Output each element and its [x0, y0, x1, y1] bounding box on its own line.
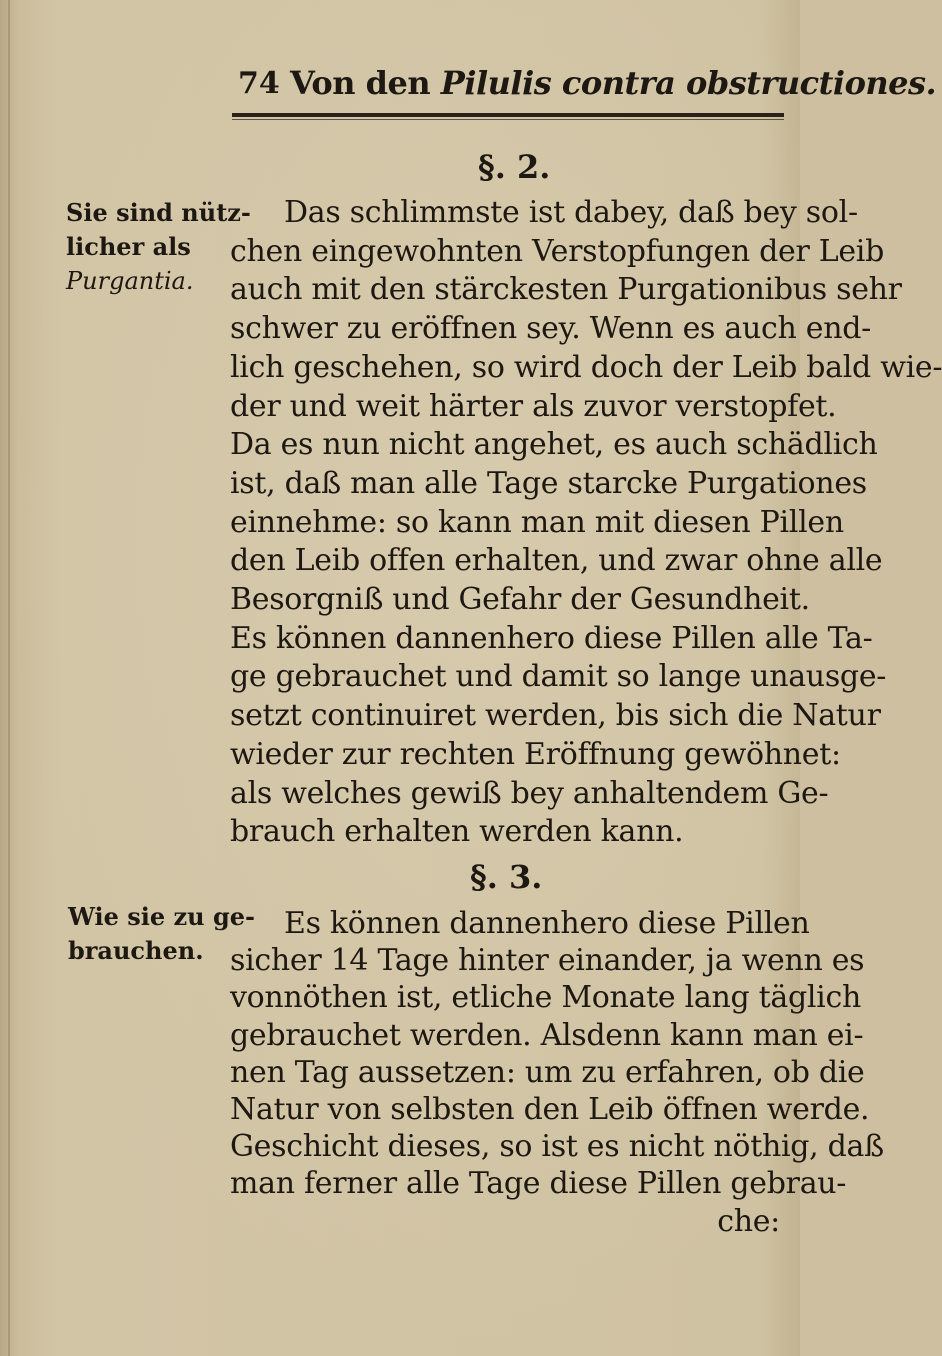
- text-line: sicher 14 Tage hinter einander, ja wenn es: [230, 943, 865, 979]
- text-line: als welches gewiß bey anhaltendem Ge-: [230, 775, 829, 811]
- text-line: Besorgniß und Gefahr der Gesundheit.: [230, 582, 810, 618]
- catchword: che:: [717, 1203, 780, 1239]
- margin-note-line: Sie sind nütz-: [66, 198, 251, 227]
- text-line: Das schlimmste ist dabey, daß bey sol-: [284, 195, 858, 230]
- text-line: Geschicht dieses, so ist es nicht nöthig, daß: [230, 1129, 884, 1165]
- text-line: man ferner alle Tage diese Pillen gebrau-: [230, 1166, 847, 1202]
- margin-note-line: Purgantia.: [66, 267, 194, 295]
- text-line: wieder zur rechten Eröffnung gewöhnet:: [230, 736, 841, 772]
- text-line: brauch erhalten werden kann.: [230, 814, 684, 850]
- text-line: gebrauchet werden. Alsdenn kann man ei-: [230, 1017, 864, 1053]
- header-rule: [232, 113, 784, 117]
- text-line: Natur von selbsten den Leib öffnen werde.: [230, 1092, 870, 1128]
- text-line: ist, daß man alle Tage starcke Purgationes: [230, 465, 867, 501]
- section-mark: §. 3.: [470, 858, 543, 896]
- text-line: den Leib offen erhalten, und zwar ohne alle: [230, 543, 883, 579]
- binding-edge: [8, 0, 10, 1356]
- page-number: 74: [238, 66, 280, 101]
- margin-note: [68, 900, 255, 968]
- margin-note: [66, 196, 251, 298]
- text-line: nen Tag aussetzen: um zu erfahren, ob die: [230, 1054, 865, 1090]
- text-line: schwer zu eröffnen sey. Wenn es auch end-: [230, 311, 871, 347]
- paragraph: [230, 905, 884, 1240]
- text-line: vonnöthen ist, etliche Monate lang täglich: [230, 980, 861, 1016]
- margin-note-line: Wie sie zu ge-: [68, 902, 255, 931]
- text-line: Es können dannenhero diese Pillen: [284, 906, 810, 941]
- margin-note-line: licher als: [66, 232, 191, 261]
- running-title: Von den Pilulis contra obstructiones.: [290, 64, 937, 102]
- text-line: einnehme: so kann man mit diesen Pillen: [230, 504, 844, 540]
- text-line: Es können dannenhero diese Pillen alle Ta-: [230, 620, 873, 656]
- section-mark: §. 2.: [478, 148, 551, 186]
- header-rule-thin: [232, 119, 784, 120]
- text-line: ge gebrauchet und damit so lange unausge-: [230, 659, 887, 695]
- running-header: [238, 62, 937, 106]
- margin-note-line: brauchen.: [68, 936, 204, 965]
- text-line: lich geschehen, so wird doch der Leib bald wie-: [230, 349, 942, 385]
- text-line: setzt continuiret werden, bis sich die Natur: [230, 698, 881, 734]
- paragraph: [230, 194, 942, 852]
- text-line: auch mit den stärckesten Purgationibus sehr: [230, 272, 902, 308]
- text-line: chen eingewohnten Verstopfungen der Leib: [230, 233, 885, 269]
- text-line: der und weit härter als zuvor verstopfet.: [230, 388, 837, 424]
- text-line: Da es nun nicht angehet, es auch schädlich: [230, 427, 878, 463]
